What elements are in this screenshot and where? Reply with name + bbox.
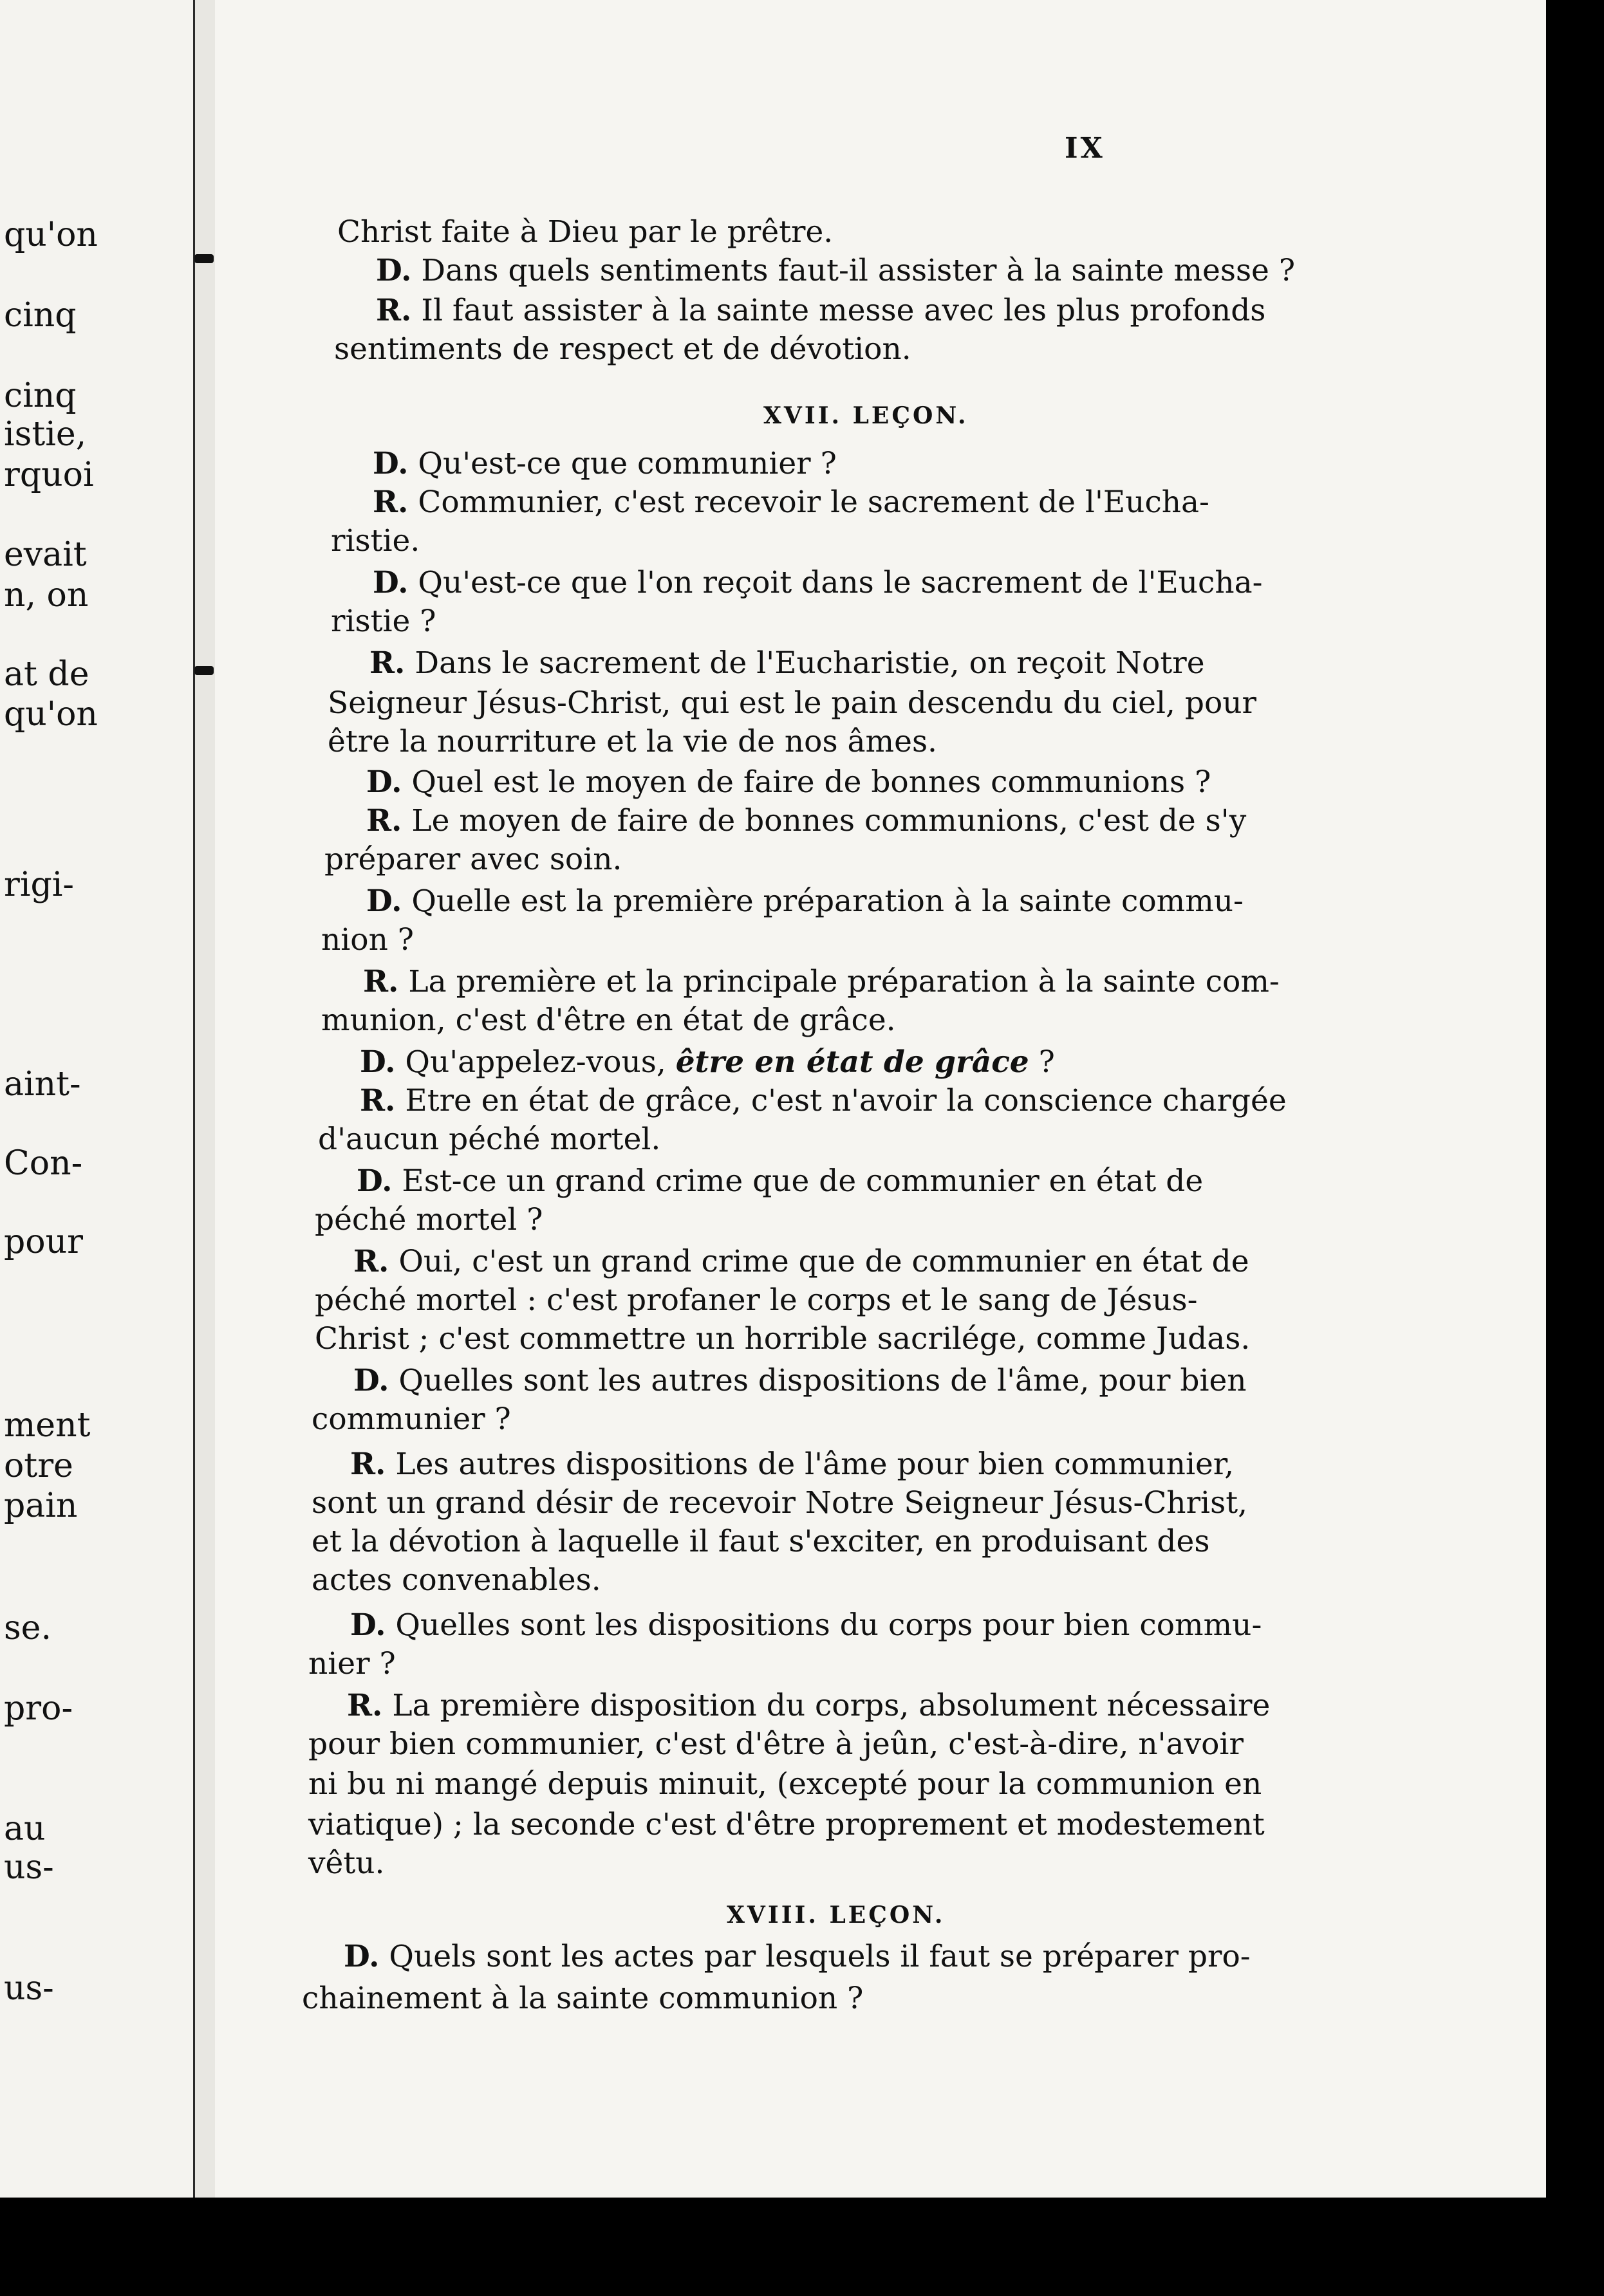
text-line: Christ ; c'est commettre un horrible sacrilége, comme Judas. — [315, 1321, 1251, 1356]
question-line: D. Est-ce un grand crime que de communier en état de — [357, 1163, 1204, 1199]
text-line: pour bien communier, c'est d'être à jeûn, c'est-à-dire, n'avoir — [308, 1727, 1244, 1762]
left-fragment: pour — [4, 1223, 83, 1261]
text-line: munion, c'est d'être en état de grâce. — [321, 1003, 896, 1038]
catechism-text — [215, 0, 1546, 2198]
text-line: sentiments de respect et de dévotion. — [334, 331, 911, 367]
lesson-heading: XVII. LEÇON. — [763, 402, 969, 429]
text-line: préparer avec soin. — [324, 842, 622, 877]
text-line: être la nourriture et la vie de nos âmes. — [328, 724, 937, 759]
answer-line: R. La première et la principale préparation à la sainte com- — [363, 964, 1280, 999]
left-fragment: evait — [4, 535, 87, 574]
text-line: chainement à la sainte communion ? — [302, 1981, 864, 2016]
left-fragment: us- — [4, 1969, 54, 2008]
text-line: Seigneur Jésus-Christ, qui est le pain descendu du ciel, pour — [328, 685, 1257, 721]
binding-mark — [194, 254, 214, 263]
text-line: péché mortel : c'est profaner le corps et le sang de Jésus- — [315, 1282, 1198, 1318]
question-line: D. Quelles sont les autres dispositions de l'âme, pour bien — [353, 1363, 1247, 1398]
answer-line: R. Communier, c'est recevoir le sacrement de l'Eucha- — [373, 485, 1209, 520]
question-line: D. Quelles sont les dispositions du corps pour bien commu- — [350, 1607, 1262, 1643]
lesson-heading: XVIII. LEÇON. — [727, 1902, 946, 1929]
left-fragment: pain — [4, 1486, 78, 1525]
left-fragment: rquoi — [4, 456, 94, 494]
left-fragment: otre — [4, 1447, 73, 1485]
left-fragment: at de — [4, 655, 89, 694]
text-line: péché mortel ? — [315, 1202, 543, 1237]
answer-line: R. La première disposition du corps, absolument nécessaire — [347, 1688, 1271, 1723]
left-fragment: cinq — [4, 376, 77, 415]
left-page-fragment — [0, 0, 193, 2198]
left-fragment: us- — [4, 1848, 54, 1887]
left-fragment: rigi- — [4, 866, 74, 904]
page-edge-shadow — [1546, 0, 1604, 2296]
left-fragment: ment — [4, 1406, 91, 1445]
text-line: ristie ? — [331, 604, 436, 639]
book-gutter — [193, 0, 217, 2198]
left-fragment: qu'on — [4, 216, 98, 254]
left-fragment: cinq — [4, 296, 77, 335]
text-line: communier ? — [312, 1402, 511, 1437]
left-fragment: Con- — [4, 1144, 83, 1183]
left-fragment: n, on — [4, 576, 89, 615]
text-line: nion ? — [321, 922, 415, 958]
text-line: et la dévotion à laquelle il faut s'exciter, en produisant des — [312, 1524, 1210, 1559]
binding-mark — [194, 666, 214, 675]
text-line: vêtu. — [308, 1846, 385, 1881]
answer-line: R. Oui, c'est un grand crime que de communier en état de — [353, 1244, 1249, 1279]
text-line: sont un grand désir de recevoir Notre Seigneur Jésus-Christ, — [312, 1485, 1248, 1521]
text-line: viatique) ; la seconde c'est d'être proprement et modestement — [308, 1807, 1265, 1842]
left-fragment: istie, — [4, 415, 87, 454]
page-number: IX — [1065, 132, 1105, 165]
question-line: D. Qu'est-ce que l'on reçoit dans le sacrement de l'Eucha- — [373, 565, 1263, 600]
answer-line: R. Dans le sacrement de l'Eucharistie, on reçoit Notre — [369, 645, 1205, 681]
answer-line: R. Les autres dispositions de l'âme pour bien communier, — [350, 1447, 1235, 1482]
text-line: actes convenables. — [312, 1562, 601, 1598]
question-line: D. Quel est le moyen de faire de bonnes communions ? — [366, 764, 1211, 800]
question-line: D. Dans quels sentiments faut-il assister à la sainte messe ? — [376, 253, 1296, 288]
text-line: Christ faite à Dieu par le prêtre. — [337, 214, 834, 250]
text-line: nier ? — [308, 1646, 396, 1681]
question-line: D. Qu'est-ce que communier ? — [373, 446, 837, 481]
answer-line: R. Il faut assister à la sainte messe avec les plus profonds — [376, 293, 1266, 328]
main-page — [215, 0, 1546, 2198]
left-fragment: se. — [4, 1609, 51, 1647]
left-fragment: pro- — [4, 1689, 73, 1728]
answer-line: R. Etre en état de grâce, c'est n'avoir la conscience chargée — [360, 1083, 1287, 1118]
question-line: D. Qu'appelez-vous, être en état de grâce ? — [360, 1044, 1055, 1080]
left-fragment: au — [4, 1810, 46, 1848]
text-line: ristie. — [331, 523, 420, 559]
left-fragment: aint- — [4, 1065, 81, 1104]
text-line: d'aucun péché mortel. — [318, 1122, 661, 1157]
left-fragment: qu'on — [4, 695, 98, 734]
question-line: D. Quelle est la première préparation à la sainte commu- — [366, 884, 1244, 919]
text-line: ni bu ni mangé depuis minuit, (excepté pour la communion en — [308, 1766, 1262, 1802]
question-line: D. Quels sont les actes par lesquels il faut se préparer pro- — [344, 1939, 1251, 1974]
answer-line: R. Le moyen de faire de bonnes communions, c'est de s'y — [366, 803, 1247, 838]
